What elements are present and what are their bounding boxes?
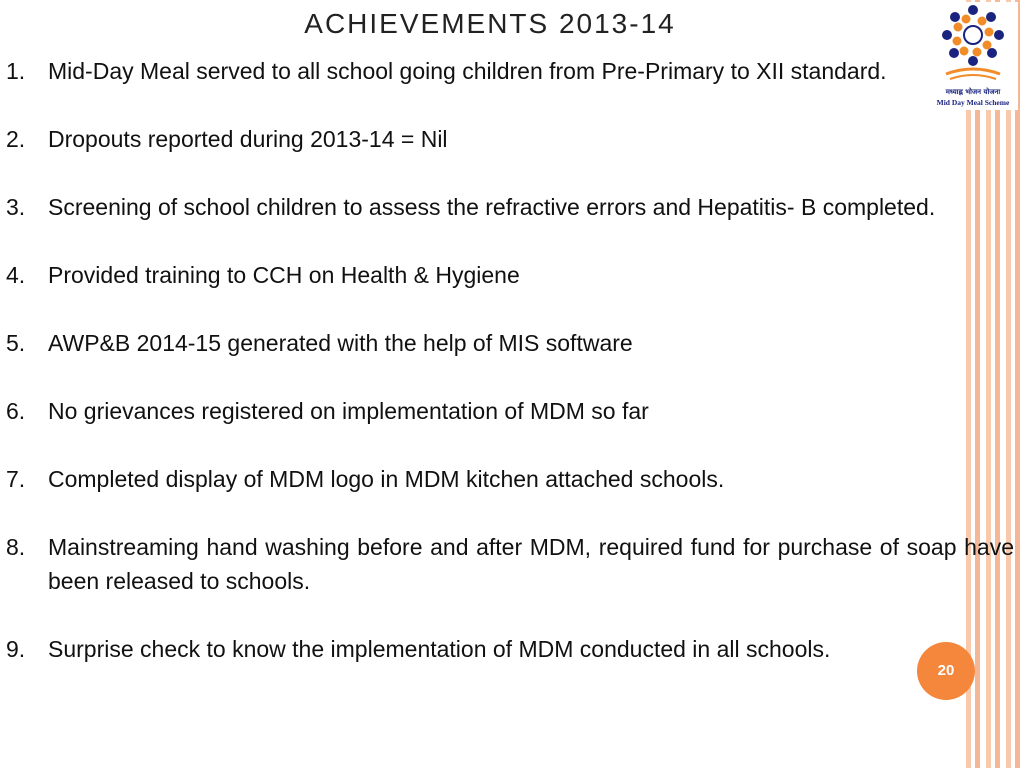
list-item bbox=[6, 462, 1014, 496]
list-item-number: 2. bbox=[6, 126, 26, 152]
list-item-text: Screening of school children to assess the refractive errors and Hepatitis- B completed. bbox=[48, 194, 936, 220]
page-title: ACHIEVEMENTS 2013-14 bbox=[304, 8, 676, 39]
list-item-text: Provided training to CCH on Health & Hygiene bbox=[48, 262, 520, 288]
list-item bbox=[6, 54, 1014, 88]
achievements-list bbox=[6, 54, 1014, 700]
mid-day-meal-logo bbox=[928, 2, 1018, 110]
list-item-number: 7. bbox=[6, 466, 26, 492]
list-item-number: 9. bbox=[6, 636, 26, 662]
list-item-text: Surprise check to know the implementation of MDM conducted in all schools. bbox=[48, 636, 831, 662]
list-item bbox=[6, 326, 1014, 360]
list-item-number: 5. bbox=[6, 330, 26, 356]
list-item bbox=[6, 122, 1014, 156]
logo-emblem-icon bbox=[936, 2, 1010, 86]
list-item-number: 8. bbox=[6, 534, 26, 560]
list-item bbox=[6, 258, 1014, 292]
logo-english-text: Mid Day Meal Scheme bbox=[936, 98, 1010, 107]
list-item bbox=[6, 394, 1014, 428]
list-item-text: Completed display of MDM logo in MDM kitchen attached schools. bbox=[48, 466, 725, 492]
list-item-number: 1. bbox=[6, 58, 26, 84]
logo-hindi-text: मध्याह्न भोजन योजना bbox=[945, 88, 1001, 96]
list-item-text: Dropouts reported during 2013-14 = Nil bbox=[48, 126, 448, 152]
list-item-text: Mainstreaming hand washing before and after MDM, required fund for purchase of soap have been released to schools. bbox=[48, 534, 1014, 594]
list-item-number: 6. bbox=[6, 398, 26, 424]
page-number-badge: 20 bbox=[917, 642, 975, 700]
list-item-text: No grievances registered on implementation of MDM so far bbox=[48, 398, 649, 424]
list-item-text: Mid-Day Meal served to all school going children from Pre-Primary to XII standard. bbox=[48, 58, 887, 84]
list-item bbox=[6, 190, 1014, 224]
list-item-number: 3. bbox=[6, 194, 26, 220]
list-item bbox=[6, 530, 1014, 598]
list-item bbox=[6, 632, 1014, 666]
list-item-text: AWP&B 2014-15 generated with the help of MIS software bbox=[48, 330, 633, 356]
list-item-number: 4. bbox=[6, 262, 26, 288]
